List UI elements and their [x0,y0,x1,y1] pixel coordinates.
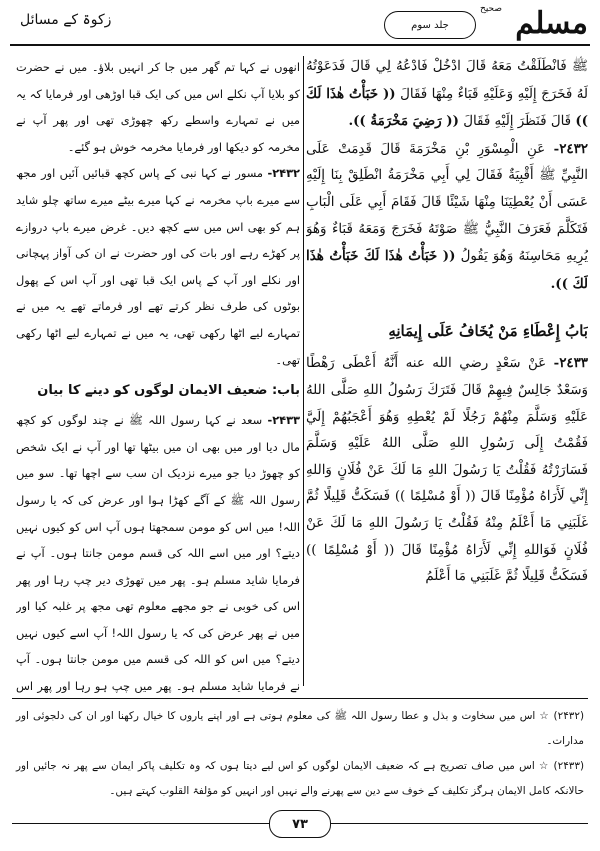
hadith-text: سعد نے کہا رسول اللہ ﷺ نے چند لوگوں کو کچھ مال دیا اور میں بھی ان میں بیٹھا تھا اور آپ نے ایک شخص کو چھوڑ دیا جو میرے نزدیک ان سب سے اچھا تھا۔ سو میں رسول اللہ ﷺ کے آگے کھڑا ہوا اور عرض کی کہ یا رسول اللہ! میں اس کو مومن سمجھتا ہوں آپ اس کو کیوں نہیں دیتے؟ اور میں اسے اللہ کی قسم مومن جانتا ہوں۔ آپ نے فرمایا شاید مسلم ہو۔ پھر میں تھوڑی دیر چپ رہا اور پھر اس کی خوبی نے جو مجھے معلوم تھی مجھ پر غلبہ کیا اور میں نے پھر عرض کی کہ یا رسول اللہ! آپ اسے کیوں نہیں دیتے؟ میں اس کو اللہ کی قسم میں مومن جانتا ہوں۔ آپ نے فرمایا شاید مسلم ہو۔ پھر میں چپ ہو رہا اور پھر اس [16,413,300,694]
arabic-intro [306,54,588,136]
hadith-number: ٢٤٣٢- [553,140,588,157]
document-page [6,4,594,846]
urdu-intro: انھوں نے کہا تم گھر میں جا کر انہیں بلاؤ۔ میں نے حضرت کو بلایا آپ نکلے اس میں کی ایک قبا اوڑھی اور فرمایا کہ یہ میں نے تمہارے واسطے رکھ چھوڑی تھی اور پھر آپ نے مخرمہ کو دیکھا اور فرمایا مخرمہ خوش ہو گئے۔ [16,60,300,154]
arabic-intro-text: ﷺ فَانْطَلَقْتُ مَعَهُ قَالَ ادْخُلْ فَادْعُهُ لِي قَالَ فَدَعَوْتُهُ لَهُ فَخَرَجَ إِلَيْهِ وَعَلَيْهِ قَبَاءٌ مِنْهَا فَقَالَ [306,59,588,102]
arabic-hadith-2432 [306,136,588,299]
page-number: ۷۳ [269,810,331,838]
brand-title: مسلم [515,6,588,41]
brand-prefix: صحیح [480,4,502,14]
arabic-intro-tail: قَالَ فَنَظَرَ إِلَيْهِ فَقَالَ [463,114,572,130]
section-title: زکوۃ کے مسائل [20,12,112,28]
hadith-number: ۲۴۳۲- [267,166,300,181]
header-rule [10,44,590,46]
arabic-hadith-2433 [306,350,588,590]
footnote-2433: (۲۴۳۳) ☆ اس میں صاف تصریح ہے کہ ضعیف الایمان لوگوں کو اس لیے دیتا ہوں کہ وہ تکلیف پاکر ایمان سے پھر نہ جائیں اور حالانکہ کامل الایمان ہرگز تکلیف کے خوف سے دین سے پھرنے والے نہیں اور انہیں کو مؤلفۃ القلوب کہتے ہیں۔ [16,760,584,797]
arabic-column [306,54,588,694]
hadith-number: ٢٤٣٣- [553,355,588,372]
column-divider [303,56,304,686]
volume-badge: جلد سوم [384,11,476,39]
urdu-hadith-2433 [16,407,300,694]
hadith-text: عَنِ الْمِسْوَرِ بْنِ مَخْرَمَةَ قَالَ قَدِمَتْ عَلَى النَّبِيِّ ﷺ أَقْبِيَةٌ فَقَالَ لِي أَبِي مَخْرَمَةُ انْطَلِقْ بِنَا إِلَيْهِ عَسَى أَنْ يُعْطِيَنَا مِنْهَا شَيْئًا قَالَ فَقَامَ أَبِي عَلَى الْبَابِ فَتَكَلَّمَ فَعَرَفَ النَّبِيُّ ﷺ صَوْتَهُ فَخَرَجَ وَمَعَهُ قَبَاءٌ وَهُوَ يُرِيهِ مَحَاسِنَهُ وَهُوَ يَقُولُ [306,141,588,265]
book-brand [378,6,588,46]
arabic-intro-end: (( رَضِيَ مَخْرَمَةُ )). [348,113,459,130]
footnote-rule [12,698,588,699]
hadith-quote: (( خَبَأْتُ هٰذَا لَكَ خَبَأْتُ هٰذَا لَكَ )). [306,248,588,292]
page-header [6,4,594,50]
footnote-2432: (۲۴۳۲) ☆ اس میں سخاوت و بذل و عطا رسول اللہ ﷺ کی معلوم ہوتی ہے اور اپنے یاروں کا خیال رکھنا اور ان کی دلجوئی اور مدارات۔ [16,710,584,747]
hadith-text: عَنْ سَعْدٍ رضي الله عنه أَنَّهُ أَعْطَى رَهْطًا وَسَعْدٌ جَالِسٌ فِيهِمْ قَالَ فَتَرَكَ رَسُولُ اللهِ صَلَّى اللهُ عَلَيْهِ وَسَلَّمَ مِنْهُمْ رَجُلًا لَمْ يُعْطِهِ وَهُوَ أَعْجَبُهُمْ إِلَيَّ فَقُمْتُ إِلَى رَسُولِ اللهِ صَلَّى اللهُ عَلَيْهِ وَسَلَّمَ فَسَارَرْتُهُ فَقُلْتُ يَا رَسُولَ اللهِ مَا لَكَ عَنْ فُلَانٍ وَاللهِ إِنِّي لَأَرَاهُ مُؤْمِنًا قَالَ (( أَوْ مُسْلِمًا )) فَسَكَتُّ قَلِيلًا ثُمَّ غَلَبَنِي مَا أَعْلَمُ مِنْهُ فَقُلْتُ يَا رَسُولَ اللهِ مَا لَكَ عَنْ فُلَانٍ فَوَاللهِ إِنِّي لَأَرَاهُ مُؤْمِنًا قَالَ (( أَوْ مُسْلِمًا )) فَسَكَتُّ قَلِيلًا ثُمَّ غَلَبَنِي مَا أَعْلَمُ [306,356,588,585]
hadith-number: ۲۴۳۳- [267,413,300,428]
arabic-intro-quote: (( خَبَأْتُ هٰذَا لَكَ )) [306,85,588,130]
arabic-chapter-heading: بَابُ إِعْطَاءِ مَنْ يُخَافُ عَلَى إِيمَانِهِ [388,322,588,341]
urdu-chapter-heading: باب: ضعیف الایمان لوگوں کو دینے کا بیان [37,383,300,399]
hadith-text: مسور نے کہا نبی کے پاس کچھ قبائیں آئیں اور مجھ سے میرے باپ مخرمہ نے کہا میرے بیٹے میرے ساتھ چلو شاید ہم کو بھی اس میں سے کچھ دیں۔ غرض میرے باپ دروازے پر کھڑے رہے اور بات کی اور حضرت نے ان کی آواز پہچانی اور نکلے اور آپ کے پاس ایک قبا تھی اور آپ اس کے پھول بوٹوں کی طرف نظر کرتے تھے اور فرماتے تھے یہ میں نے تمہارے لیے اٹھا رکھی تھی، یہ میں نے تمہارے لیے اٹھا رکھی تھی۔ [16,166,300,367]
footnotes [16,704,584,808]
urdu-column [16,54,300,694]
urdu-hadith-2432 [16,160,300,373]
